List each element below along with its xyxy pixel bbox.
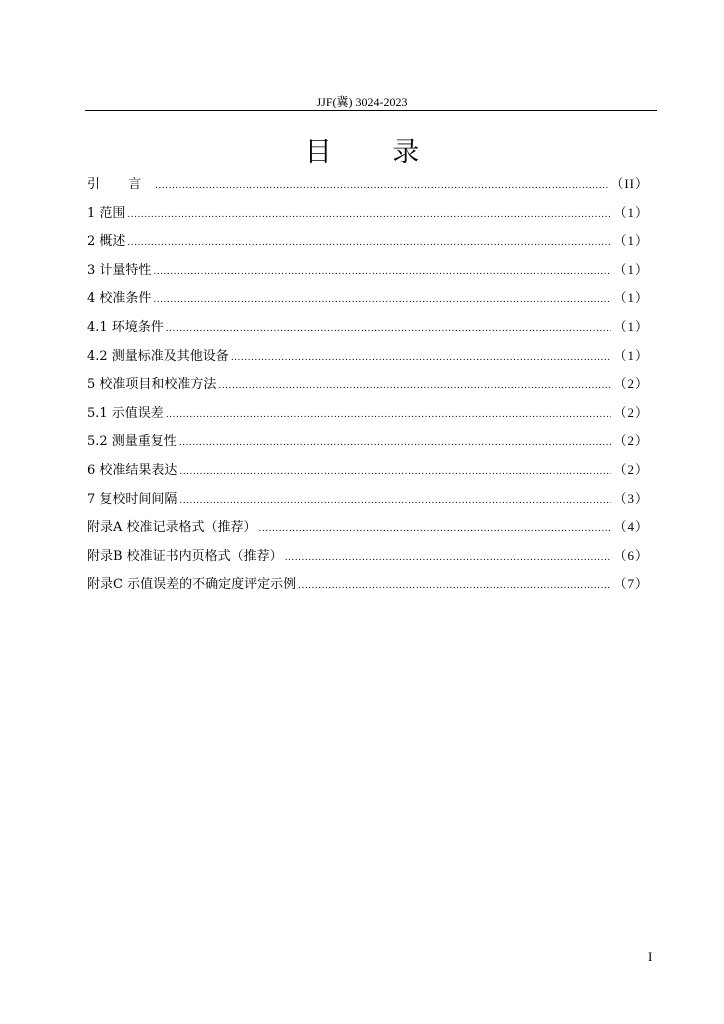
toc-leader-dots (259, 515, 612, 544)
toc-entry-calibration-conditions[interactable] (87, 284, 649, 313)
toc-leader-dots (179, 487, 611, 516)
toc-entry-label: 4.2 测量标准及其他设备 (87, 348, 229, 364)
toc-entry-appendix-b[interactable] (87, 542, 649, 571)
toc-entry-repeatability[interactable] (87, 427, 649, 456)
toc-entry-page: （6） (613, 547, 649, 563)
toc-entry-label: 3 计量特性 (87, 262, 152, 278)
toc-entry-page: （1） (613, 261, 649, 277)
toc-entry-results-expression[interactable] (87, 456, 649, 485)
toc-entry-label: 7 复校时间间隔 (87, 491, 178, 507)
toc-leader-dots (166, 401, 612, 430)
toc-entry-page: （2） (613, 433, 649, 449)
toc-entry-metrological-characteristics[interactable] (87, 256, 649, 285)
toc-entry-page: （2） (613, 404, 649, 420)
toc-entry-scope[interactable] (87, 199, 649, 228)
toc-entry-environmental-conditions[interactable] (87, 313, 649, 342)
toc-entry-label: 4.1 环境条件 (87, 319, 164, 335)
toc-entry-label: 附录A 校准记录格式（推荐） (87, 520, 257, 536)
toc-entry-label: 附录B 校准证书内页格式（推荐） (87, 548, 283, 564)
toc-entry-page: （2） (613, 461, 649, 477)
toc-entry-label: 引 言 (87, 177, 154, 192)
toc-entry-label: 1 范围 (87, 205, 126, 221)
table-of-contents (87, 170, 649, 599)
toc-leader-dots (218, 372, 611, 401)
page-number: I (648, 949, 653, 964)
toc-leader-dots (166, 315, 612, 344)
toc-entry-label: 5.2 测量重复性 (87, 434, 177, 450)
toc-entry-label: 附录C 示值误差的不确定度评定示例 (87, 577, 297, 593)
toc-entry-measurement-standards[interactable] (87, 342, 649, 371)
toc-entry-recalibration-interval[interactable] (87, 485, 649, 514)
toc-entry-label: 4 校准条件 (87, 291, 152, 307)
toc-leader-dots (153, 258, 611, 287)
toc-entry-label: 2 概述 (87, 234, 126, 250)
toc-entry-introduction[interactable] (87, 170, 649, 199)
toc-leader-dots (155, 172, 608, 201)
toc-leader-dots (127, 201, 611, 230)
toc-entry-overview[interactable] (87, 227, 649, 256)
toc-leader-dots (127, 229, 611, 258)
toc-leader-dots (179, 458, 611, 487)
toc-leader-dots (298, 572, 611, 601)
toc-entry-indication-error[interactable] (87, 399, 649, 428)
toc-entry-page: （II） (610, 176, 649, 191)
document-code-header: JJF(冀) 3024-2023 (316, 95, 408, 109)
toc-entry-page: （1） (613, 233, 649, 249)
toc-entry-page: （4） (613, 519, 649, 535)
toc-leader-dots (285, 544, 612, 573)
toc-entry-page: （3） (613, 490, 649, 506)
page-title: 目 录 (304, 137, 446, 168)
header-divider (85, 110, 657, 111)
toc-entry-calibration-items-methods[interactable] (87, 370, 649, 399)
toc-entry-page: （1） (613, 204, 649, 220)
toc-entry-appendix-a[interactable] (87, 513, 649, 542)
toc-leader-dots (231, 344, 612, 373)
toc-entry-label: 6 校准结果表达 (87, 462, 178, 478)
toc-entry-page: （1） (613, 290, 649, 306)
toc-entry-page: （2） (613, 376, 649, 392)
toc-entry-page: （7） (613, 576, 649, 592)
toc-entry-page: （1） (613, 347, 649, 363)
toc-entry-page: （1） (613, 318, 649, 334)
toc-entry-appendix-c[interactable] (87, 570, 649, 599)
toc-entry-label: 5 校准项目和校准方法 (87, 377, 217, 393)
toc-leader-dots (179, 429, 612, 458)
toc-entry-label: 5.1 示值误差 (87, 405, 164, 421)
toc-leader-dots (153, 286, 611, 315)
